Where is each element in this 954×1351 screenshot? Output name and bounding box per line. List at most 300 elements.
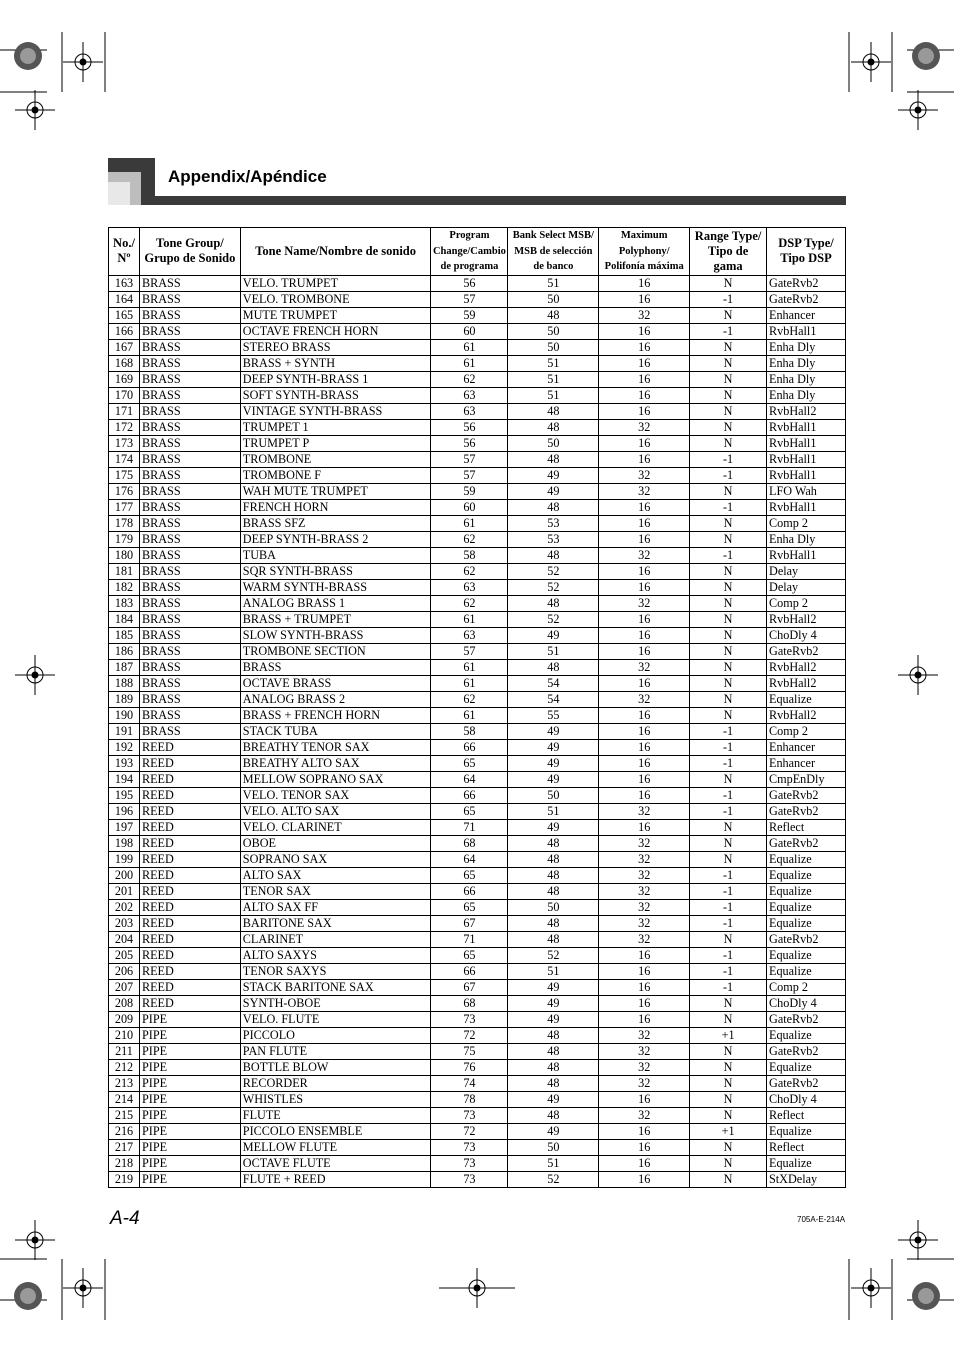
cell-range: N — [690, 611, 767, 627]
cell-program: 67 — [431, 979, 508, 995]
cell-bank: 48 — [508, 307, 599, 323]
cell-bank: 50 — [508, 1139, 599, 1155]
cell-group: BRASS — [139, 547, 240, 563]
table-row — [109, 611, 846, 627]
table-row — [109, 947, 846, 963]
cell-group: PIPE — [139, 1011, 240, 1027]
cell-group: PIPE — [139, 1123, 240, 1139]
cell-bank: 49 — [508, 819, 599, 835]
cell-group: BRASS — [139, 563, 240, 579]
cell-polyphony: 32 — [599, 1059, 690, 1075]
cell-name: VELO. FLUTE — [240, 1011, 431, 1027]
cell-name: FRENCH HORN — [240, 499, 431, 515]
cell-no: 186 — [109, 643, 140, 659]
cell-dsp: Enhancer — [767, 755, 846, 771]
table-row — [109, 451, 846, 467]
cell-dsp: Enha Dly — [767, 339, 846, 355]
cell-name: STEREO BRASS — [240, 339, 431, 355]
cell-dsp: RvbHall2 — [767, 707, 846, 723]
cell-group: PIPE — [139, 1107, 240, 1123]
cell-dsp: Comp 2 — [767, 979, 846, 995]
cell-dsp: GateRvb2 — [767, 1075, 846, 1091]
cell-program: 63 — [431, 627, 508, 643]
cell-dsp: RvbHall2 — [767, 403, 846, 419]
cell-program: 62 — [431, 531, 508, 547]
cell-bank: 52 — [508, 563, 599, 579]
table-row — [109, 291, 846, 307]
cell-no: 172 — [109, 419, 140, 435]
cell-dsp: Enha Dly — [767, 355, 846, 371]
cell-polyphony: 16 — [599, 355, 690, 371]
cell-program: 66 — [431, 739, 508, 755]
cell-bank: 48 — [508, 1043, 599, 1059]
cell-bank: 48 — [508, 1075, 599, 1091]
cell-program: 58 — [431, 547, 508, 563]
cell-program: 62 — [431, 563, 508, 579]
cell-name: WAH MUTE TRUMPET — [240, 483, 431, 499]
cell-dsp: ChoDly 4 — [767, 995, 846, 1011]
cell-program: 61 — [431, 515, 508, 531]
cell-dsp: Comp 2 — [767, 723, 846, 739]
table-row — [109, 371, 846, 387]
cell-polyphony: 32 — [599, 1107, 690, 1123]
cell-bank: 49 — [508, 755, 599, 771]
cell-program: 65 — [431, 947, 508, 963]
table-row — [109, 595, 846, 611]
cell-polyphony: 32 — [599, 851, 690, 867]
cell-range: -1 — [690, 867, 767, 883]
cell-name: BRASS — [240, 659, 431, 675]
doc-code: 705A-E-214A — [797, 1215, 846, 1224]
cell-group: PIPE — [139, 1139, 240, 1155]
cell-range: N — [690, 419, 767, 435]
table-row — [109, 467, 846, 483]
cell-no: 190 — [109, 707, 140, 723]
cell-no: 212 — [109, 1059, 140, 1075]
cell-range: -1 — [690, 547, 767, 563]
cell-bank: 51 — [508, 371, 599, 387]
cell-program: 64 — [431, 851, 508, 867]
cell-program: 75 — [431, 1043, 508, 1059]
cell-name: DEEP SYNTH-BRASS 1 — [240, 371, 431, 387]
cell-no: 170 — [109, 387, 140, 403]
cell-no: 206 — [109, 963, 140, 979]
cell-name: FLUTE — [240, 1107, 431, 1123]
cell-bank: 50 — [508, 787, 599, 803]
table-row — [109, 1043, 846, 1059]
table-row — [109, 355, 846, 371]
table-row — [109, 307, 846, 323]
cell-no: 199 — [109, 851, 140, 867]
cell-dsp: Equalize — [767, 851, 846, 867]
table-row — [109, 787, 846, 803]
cell-range: -1 — [690, 803, 767, 819]
table-row — [109, 819, 846, 835]
cell-bank: 49 — [508, 467, 599, 483]
table-row — [109, 579, 846, 595]
cell-program: 60 — [431, 499, 508, 515]
cell-range: -1 — [690, 755, 767, 771]
cell-name: ANALOG BRASS 1 — [240, 595, 431, 611]
cell-dsp: RvbHall2 — [767, 675, 846, 691]
cell-dsp: Reflect — [767, 1107, 846, 1123]
cell-polyphony: 32 — [599, 1043, 690, 1059]
cell-no: 200 — [109, 867, 140, 883]
cell-polyphony: 32 — [599, 659, 690, 675]
cell-dsp: StXDelay — [767, 1171, 846, 1187]
cell-no: 183 — [109, 595, 140, 611]
cell-no: 217 — [109, 1139, 140, 1155]
cell-dsp: Equalize — [767, 963, 846, 979]
cell-name: VELO. TRUMPET — [240, 275, 431, 291]
cell-group: BRASS — [139, 723, 240, 739]
table-row — [109, 723, 846, 739]
cell-no: 209 — [109, 1011, 140, 1027]
cell-bank: 48 — [508, 867, 599, 883]
cell-name: TENOR SAXYS — [240, 963, 431, 979]
cell-bank: 49 — [508, 739, 599, 755]
cell-no: 208 — [109, 995, 140, 1011]
cell-name: OBOE — [240, 835, 431, 851]
cell-group: REED — [139, 787, 240, 803]
cell-group: REED — [139, 851, 240, 867]
cell-range: N — [690, 819, 767, 835]
cell-no: 219 — [109, 1171, 140, 1187]
table-row — [109, 691, 846, 707]
cell-bank: 48 — [508, 419, 599, 435]
table-row — [109, 835, 846, 851]
cell-no: 187 — [109, 659, 140, 675]
table-header-row — [109, 228, 846, 276]
cell-range: -1 — [690, 323, 767, 339]
col-header-no: No./ Nº — [109, 228, 140, 276]
table-row — [109, 915, 846, 931]
cell-polyphony: 16 — [599, 1139, 690, 1155]
table-row — [109, 547, 846, 563]
cell-bank: 51 — [508, 803, 599, 819]
cell-no: 179 — [109, 531, 140, 547]
cell-no: 194 — [109, 771, 140, 787]
cell-group: BRASS — [139, 467, 240, 483]
cell-polyphony: 16 — [599, 675, 690, 691]
cell-no: 184 — [109, 611, 140, 627]
cell-polyphony: 32 — [599, 899, 690, 915]
cell-dsp: GateRvb2 — [767, 835, 846, 851]
cell-bank: 48 — [508, 883, 599, 899]
cell-range: -1 — [690, 787, 767, 803]
cell-name: SOPRANO SAX — [240, 851, 431, 867]
cell-dsp: GateRvb2 — [767, 291, 846, 307]
cell-polyphony: 16 — [599, 1091, 690, 1107]
cell-no: 207 — [109, 979, 140, 995]
cell-program: 57 — [431, 643, 508, 659]
cell-range: N — [690, 1107, 767, 1123]
cell-name: OCTAVE FRENCH HORN — [240, 323, 431, 339]
table-row — [109, 515, 846, 531]
cell-polyphony: 16 — [599, 499, 690, 515]
cell-name: MUTE TRUMPET — [240, 307, 431, 323]
cell-name: SLOW SYNTH-BRASS — [240, 627, 431, 643]
cell-program: 59 — [431, 483, 508, 499]
table-row — [109, 531, 846, 547]
cell-program: 63 — [431, 579, 508, 595]
cell-program: 61 — [431, 611, 508, 627]
cell-group: REED — [139, 771, 240, 787]
cell-name: ALTO SAXYS — [240, 947, 431, 963]
cell-no: 163 — [109, 275, 140, 291]
cell-range: +1 — [690, 1123, 767, 1139]
cell-polyphony: 16 — [599, 275, 690, 291]
cell-dsp: RvbHall1 — [767, 547, 846, 563]
cell-no: 197 — [109, 819, 140, 835]
cell-group: PIPE — [139, 1027, 240, 1043]
cell-polyphony: 16 — [599, 403, 690, 419]
cell-bank: 48 — [508, 1059, 599, 1075]
cell-dsp: CmpEnDly — [767, 771, 846, 787]
cell-dsp: ChoDly 4 — [767, 627, 846, 643]
cell-range: N — [690, 707, 767, 723]
cell-range: -1 — [690, 451, 767, 467]
cell-dsp: Equalize — [767, 1155, 846, 1171]
cell-group: REED — [139, 979, 240, 995]
cell-dsp: RvbHall2 — [767, 611, 846, 627]
cell-polyphony: 16 — [599, 1011, 690, 1027]
cell-range: N — [690, 931, 767, 947]
cell-range: N — [690, 403, 767, 419]
cell-dsp: ChoDly 4 — [767, 1091, 846, 1107]
cell-name: TROMBONE F — [240, 467, 431, 483]
cell-dsp: Equalize — [767, 867, 846, 883]
cell-group: REED — [139, 995, 240, 1011]
cell-polyphony: 16 — [599, 579, 690, 595]
cell-no: 191 — [109, 723, 140, 739]
table-row — [109, 1139, 846, 1155]
cell-polyphony: 32 — [599, 1027, 690, 1043]
table-row — [109, 995, 846, 1011]
cell-name: PICCOLO ENSEMBLE — [240, 1123, 431, 1139]
cell-range: N — [690, 1075, 767, 1091]
cell-bank: 49 — [508, 771, 599, 787]
cell-name: SOFT SYNTH-BRASS — [240, 387, 431, 403]
cell-group: BRASS — [139, 339, 240, 355]
cell-program: 57 — [431, 467, 508, 483]
cell-dsp: Delay — [767, 579, 846, 595]
cell-bank: 50 — [508, 323, 599, 339]
cell-dsp: Equalize — [767, 915, 846, 931]
cell-bank: 48 — [508, 1027, 599, 1043]
cell-dsp: Reflect — [767, 819, 846, 835]
cell-polyphony: 16 — [599, 323, 690, 339]
cell-range: N — [690, 1171, 767, 1187]
cell-polyphony: 16 — [599, 1171, 690, 1187]
cell-group: BRASS — [139, 403, 240, 419]
cell-no: 168 — [109, 355, 140, 371]
cell-program: 65 — [431, 755, 508, 771]
cell-range: N — [690, 1139, 767, 1155]
cell-program: 62 — [431, 691, 508, 707]
table-body — [109, 275, 846, 1187]
cell-no: 216 — [109, 1123, 140, 1139]
cell-name: BREATHY TENOR SAX — [240, 739, 431, 755]
cell-group: BRASS — [139, 531, 240, 547]
cell-no: 195 — [109, 787, 140, 803]
cell-name: BRASS + SYNTH — [240, 355, 431, 371]
cell-program: 64 — [431, 771, 508, 787]
table-row — [109, 1171, 846, 1187]
cell-program: 63 — [431, 387, 508, 403]
cell-program: 61 — [431, 355, 508, 371]
cell-no: 214 — [109, 1091, 140, 1107]
cell-dsp: Enha Dly — [767, 371, 846, 387]
cell-no: 204 — [109, 931, 140, 947]
cell-no: 181 — [109, 563, 140, 579]
cell-group: REED — [139, 931, 240, 947]
cell-range: -1 — [690, 915, 767, 931]
cell-dsp: Equalize — [767, 1027, 846, 1043]
cell-group: BRASS — [139, 707, 240, 723]
cell-program: 56 — [431, 435, 508, 451]
cell-name: OCTAVE BRASS — [240, 675, 431, 691]
cell-no: 169 — [109, 371, 140, 387]
cell-name: FLUTE + REED — [240, 1171, 431, 1187]
cell-program: 71 — [431, 931, 508, 947]
table-row — [109, 435, 846, 451]
cell-name: RECORDER — [240, 1075, 431, 1091]
cell-range: N — [690, 1091, 767, 1107]
cell-dsp: RvbHall1 — [767, 499, 846, 515]
cell-group: REED — [139, 739, 240, 755]
cell-program: 72 — [431, 1027, 508, 1043]
cell-group: BRASS — [139, 659, 240, 675]
cell-name: STACK TUBA — [240, 723, 431, 739]
cell-dsp: Equalize — [767, 947, 846, 963]
cell-name: SQR SYNTH-BRASS — [240, 563, 431, 579]
cell-name: BRASS + FRENCH HORN — [240, 707, 431, 723]
cell-range: -1 — [690, 899, 767, 915]
table-row — [109, 803, 846, 819]
cell-no: 196 — [109, 803, 140, 819]
cell-range: N — [690, 483, 767, 499]
cell-polyphony: 16 — [599, 739, 690, 755]
cell-no: 215 — [109, 1107, 140, 1123]
cell-bank: 54 — [508, 691, 599, 707]
cell-program: 72 — [431, 1123, 508, 1139]
cell-dsp: Comp 2 — [767, 515, 846, 531]
cell-range: -1 — [690, 883, 767, 899]
cell-group: PIPE — [139, 1059, 240, 1075]
cell-bank: 52 — [508, 611, 599, 627]
cell-program: 76 — [431, 1059, 508, 1075]
cell-name: OCTAVE FLUTE — [240, 1155, 431, 1171]
page-number: A-4 — [110, 1208, 140, 1229]
cell-range: N — [690, 627, 767, 643]
cell-no: 182 — [109, 579, 140, 595]
cell-range: -1 — [690, 291, 767, 307]
cell-name: BOTTLE BLOW — [240, 1059, 431, 1075]
cell-group: BRASS — [139, 579, 240, 595]
cell-group: BRASS — [139, 627, 240, 643]
cell-bank: 51 — [508, 387, 599, 403]
cell-bank: 48 — [508, 915, 599, 931]
cell-dsp: RvbHall1 — [767, 323, 846, 339]
cell-group: BRASS — [139, 355, 240, 371]
cell-no: 178 — [109, 515, 140, 531]
cell-bank: 50 — [508, 339, 599, 355]
cell-bank: 51 — [508, 1155, 599, 1171]
cell-group: BRASS — [139, 275, 240, 291]
cell-polyphony: 16 — [599, 723, 690, 739]
cell-group: PIPE — [139, 1043, 240, 1059]
cell-no: 218 — [109, 1155, 140, 1171]
cell-program: 65 — [431, 803, 508, 819]
cell-no: 210 — [109, 1027, 140, 1043]
table-row — [109, 1059, 846, 1075]
cell-program: 57 — [431, 451, 508, 467]
cell-bank: 52 — [508, 579, 599, 595]
cell-group: REED — [139, 915, 240, 931]
cell-polyphony: 16 — [599, 979, 690, 995]
col-header-group: Tone Group/ Grupo de Sonido — [139, 228, 240, 276]
col-header-program: Program Change/Cambio de programa — [431, 228, 508, 276]
cell-polyphony: 16 — [599, 771, 690, 787]
cell-polyphony: 16 — [599, 819, 690, 835]
cell-bank: 53 — [508, 515, 599, 531]
cell-polyphony: 16 — [599, 339, 690, 355]
cell-name: TENOR SAX — [240, 883, 431, 899]
cell-group: BRASS — [139, 499, 240, 515]
cell-name: SYNTH-OBOE — [240, 995, 431, 1011]
cell-program: 74 — [431, 1075, 508, 1091]
cell-program: 73 — [431, 1139, 508, 1155]
cell-no: 211 — [109, 1043, 140, 1059]
cell-program: 67 — [431, 915, 508, 931]
col-header-polyphony: Maximum Polyphony/ Polifonía máxima — [599, 228, 690, 276]
cell-name: VELO. CLARINET — [240, 819, 431, 835]
cell-range: +1 — [690, 1027, 767, 1043]
cell-name: PICCOLO — [240, 1027, 431, 1043]
cell-range: -1 — [690, 739, 767, 755]
cell-program: 61 — [431, 659, 508, 675]
cell-no: 193 — [109, 755, 140, 771]
cell-dsp: Enha Dly — [767, 531, 846, 547]
cell-range: N — [690, 851, 767, 867]
cell-polyphony: 32 — [599, 419, 690, 435]
cell-bank: 49 — [508, 483, 599, 499]
table-row — [109, 323, 846, 339]
cell-range: N — [690, 995, 767, 1011]
cell-program: 73 — [431, 1011, 508, 1027]
cell-bank: 51 — [508, 963, 599, 979]
cell-polyphony: 32 — [599, 883, 690, 899]
cell-program: 71 — [431, 819, 508, 835]
cell-no: 164 — [109, 291, 140, 307]
cell-no: 189 — [109, 691, 140, 707]
cell-name: TRUMPET 1 — [240, 419, 431, 435]
table-row — [109, 563, 846, 579]
col-header-range: Range Type/ Tipo de gama — [690, 228, 767, 276]
col-header-bank: Bank Select MSB/ MSB de selección de banco — [508, 228, 599, 276]
cell-group: BRASS — [139, 291, 240, 307]
table-row — [109, 1027, 846, 1043]
cell-no: 192 — [109, 739, 140, 755]
cell-polyphony: 16 — [599, 371, 690, 387]
cell-polyphony: 16 — [599, 563, 690, 579]
cell-program: 59 — [431, 307, 508, 323]
table-row — [109, 403, 846, 419]
cell-range: N — [690, 563, 767, 579]
cell-range: N — [690, 515, 767, 531]
cell-range: N — [690, 339, 767, 355]
